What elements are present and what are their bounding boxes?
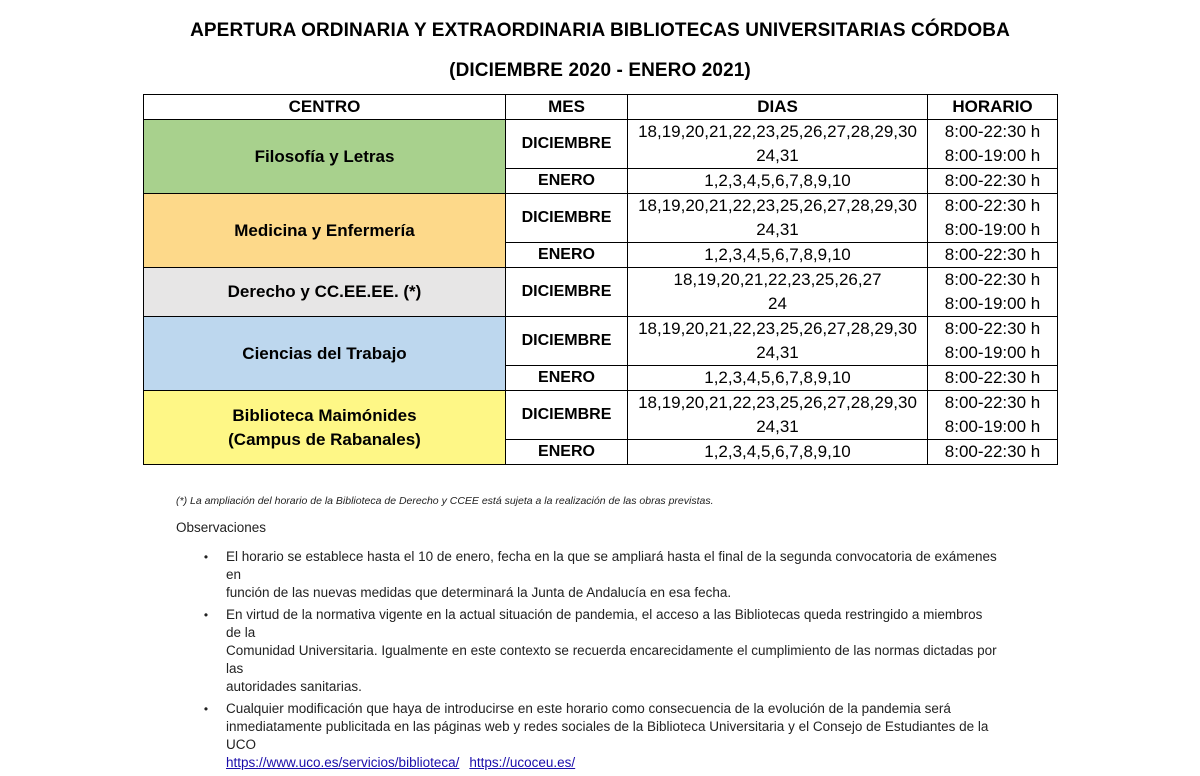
table-header-row: [144, 95, 1058, 120]
dias-line: 18,19,20,21,22,23,25,26,27,28,29,30: [638, 393, 917, 412]
obs-line: El horario se establece hasta el 10 de enero, fecha en la que se ampliará hasta el final de la segunda convocatoria de exámenes en: [226, 549, 997, 582]
obs-line: inmediatamente publicitada en las páginas web y redes sociales de la Biblioteca Universitaria y el Consejo de Estudiantes de la UCO: [226, 719, 989, 752]
dias-cell: [628, 391, 928, 440]
list-item: [200, 548, 1000, 602]
header-horario: HORARIO: [928, 95, 1058, 120]
table-row: [144, 317, 1058, 366]
obs-line: función de las nuevas medidas que determinará la Junta de Andalucía en esa fecha.: [226, 585, 732, 600]
horario-cell: 8:00-22:30 h: [928, 169, 1058, 194]
horario-cell: [928, 317, 1058, 366]
table-row: [144, 120, 1058, 169]
header-dias: DIAS: [628, 95, 928, 120]
horario-cell: 8:00-22:30 h: [928, 366, 1058, 391]
centro-line: Biblioteca Maimónides: [232, 405, 417, 425]
observaciones-list: [200, 548, 1000, 776]
header-mes: MES: [506, 95, 628, 120]
horario-line: 8:00-22:30 h: [944, 270, 1041, 289]
centro-line: (Campus de Rabanales): [228, 429, 421, 449]
document-subtitle: (DICIEMBRE 2020 - ENERO 2021): [449, 60, 751, 81]
dias-line: 24,31: [756, 343, 799, 362]
horario-line: 8:00-19:00 h: [944, 220, 1041, 239]
footnote: (*) La ampliación del horario de la Biblioteca de Derecho y CCEE está sujeta a la realización de las obras previstas.: [176, 495, 714, 507]
horario-line: 8:00-19:00 h: [944, 417, 1041, 436]
horario-cell: 8:00-22:30 h: [928, 440, 1058, 465]
bullet-icon: •: [203, 608, 209, 622]
horario-cell: [928, 268, 1058, 317]
dias-line: 24,31: [756, 417, 799, 436]
mes-cell: ENERO: [506, 440, 628, 465]
horario-line: 8:00-22:30 h: [944, 393, 1041, 412]
dias-line: 18,19,20,21,22,23,25,26,27: [673, 270, 882, 289]
horario-line: 8:00-19:00 h: [944, 343, 1041, 362]
centro-ciencias-trabajo: Ciencias del Trabajo: [144, 317, 506, 391]
dias-line: 24,31: [756, 146, 799, 165]
schedule-table: [143, 94, 1058, 465]
horario-line: 8:00-22:30 h: [944, 196, 1041, 215]
links-line: [226, 754, 1000, 772]
table-row: [144, 391, 1058, 440]
ucoceu-link[interactable]: https://ucoceu.es/: [469, 755, 576, 770]
dias-cell: 1,2,3,4,5,6,7,8,9,10: [628, 366, 928, 391]
horario-line: 8:00-22:30 h: [944, 319, 1041, 338]
dias-line: 18,19,20,21,22,23,25,26,27,28,29,30: [638, 196, 917, 215]
mes-cell: ENERO: [506, 169, 628, 194]
horario-cell: [928, 194, 1058, 243]
mes-cell: DICIEMBRE: [506, 268, 628, 317]
centro-derecho: Derecho y CC.EE.EE. (*): [144, 268, 506, 317]
mes-cell: DICIEMBRE: [506, 194, 628, 243]
list-item: [200, 606, 1000, 696]
horario-cell: [928, 120, 1058, 169]
mes-cell: ENERO: [506, 366, 628, 391]
dias-cell: 1,2,3,4,5,6,7,8,9,10: [628, 243, 928, 268]
centro-medicina: Medicina y Enfermería: [144, 194, 506, 268]
dias-cell: [628, 317, 928, 366]
centro-filosofia: Filosofía y Letras: [144, 120, 506, 194]
obs-line: autoridades sanitarias.: [226, 679, 362, 694]
horario-line: 8:00-22:30 h: [944, 122, 1041, 141]
dias-line: 18,19,20,21,22,23,25,26,27,28,29,30: [638, 122, 917, 141]
table-row: [144, 268, 1058, 317]
dias-cell: [628, 120, 928, 169]
obs-line: Cualquier modificación que haya de introducirse en este horario como consecuencia de la evolución de la pandemia será: [226, 701, 951, 716]
obs-line: En virtud de la normativa vigente en la actual situación de pandemia, el acceso a las Bibliotecas queda restringido a miembros de la: [226, 607, 983, 640]
mes-cell: ENERO: [506, 243, 628, 268]
obs-line: Comunidad Universitaria. Igualmente en este contexto se recuerda encarecidamente el cumplimiento de las normas dictadas por las: [226, 643, 997, 676]
list-item: [200, 700, 1000, 772]
mes-cell: DICIEMBRE: [506, 317, 628, 366]
bullet-icon: •: [203, 702, 209, 716]
biblioteca-link[interactable]: https://www.uco.es/servicios/biblioteca/: [226, 755, 460, 770]
dias-line: 24: [768, 294, 787, 313]
table-row: [144, 194, 1058, 243]
bullet-icon: •: [203, 550, 209, 564]
dias-cell: 1,2,3,4,5,6,7,8,9,10: [628, 169, 928, 194]
horario-line: 8:00-19:00 h: [944, 294, 1041, 313]
mes-cell: DICIEMBRE: [506, 120, 628, 169]
dias-cell: 1,2,3,4,5,6,7,8,9,10: [628, 440, 928, 465]
mes-cell: DICIEMBRE: [506, 391, 628, 440]
dias-line: 24,31: [756, 220, 799, 239]
document-title: APERTURA ORDINARIA Y EXTRAORDINARIA BIBLIOTECAS UNIVERSITARIAS CÓRDOBA: [190, 20, 1010, 41]
horario-line: 8:00-19:00 h: [944, 146, 1041, 165]
dias-line: 18,19,20,21,22,23,25,26,27,28,29,30: [638, 319, 917, 338]
horario-cell: 8:00-22:30 h: [928, 243, 1058, 268]
dias-cell: [628, 194, 928, 243]
dias-cell: [628, 268, 928, 317]
observaciones-title: Observaciones: [176, 520, 267, 535]
horario-cell: [928, 391, 1058, 440]
header-centro: CENTRO: [144, 95, 506, 120]
centro-maimonides: [144, 391, 506, 465]
